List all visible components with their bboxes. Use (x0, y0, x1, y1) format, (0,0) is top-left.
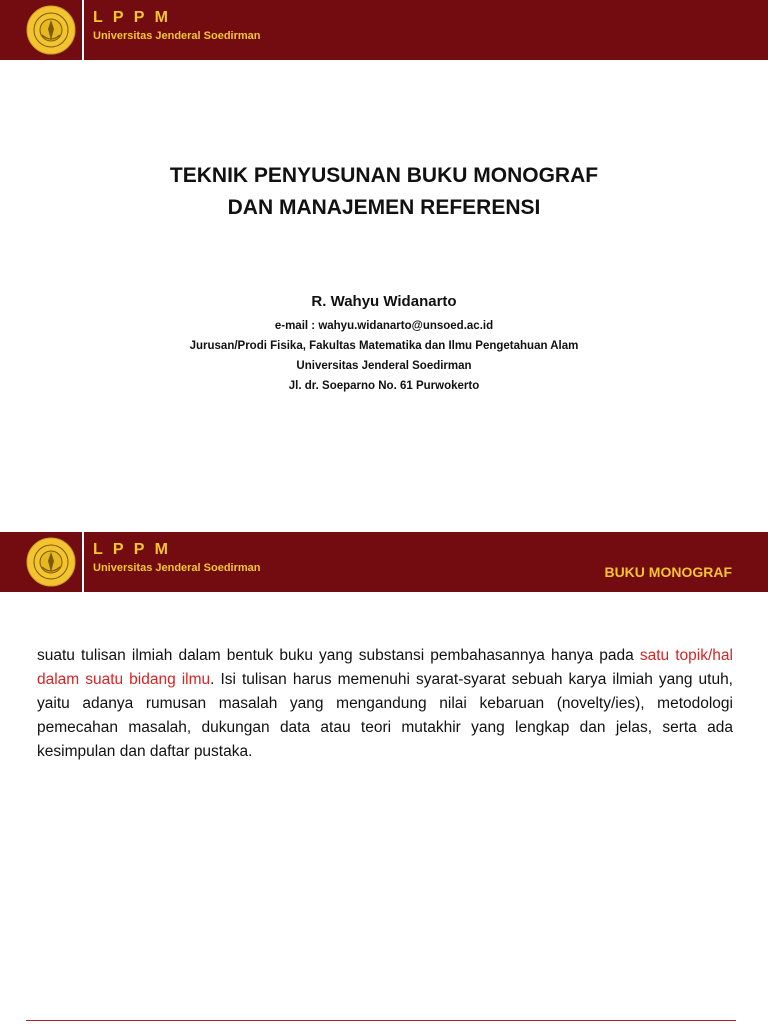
header-divider (82, 0, 84, 60)
slide-gap (0, 512, 768, 532)
brand-subtitle: Universitas Jenderal Soedirman (93, 562, 261, 574)
paragraph-text-start: suatu tulisan ilmiah dalam bentuk buku yang substansi pembahasannya hanya pada (37, 647, 640, 664)
slide-header (0, 532, 768, 592)
section-label: BUKU MONOGRAF (604, 564, 732, 580)
unsoed-seal-logo-icon (26, 537, 76, 587)
content-slide (0, 532, 768, 1024)
highlighted-phrase: satu topik/hal dalam suatu bidang ilmu (37, 647, 733, 688)
paragraph-text-end: . Isi tulisan harus memenuhi syarat-syarat sebuah karya ilmiah yang utuh, yaitu adanya rumusan masalah yang mengandung nilai kebaruan (novelty/ies), metodologi pemecahan masalah, dukungan data atau teori mutakhir yang lengkap dan jelas, serta ada kesimpulan dan daftar pustaka. (37, 671, 733, 760)
author-name: R. Wahyu Widanarto (311, 293, 457, 310)
footer-divider (26, 1020, 736, 1021)
author-university: Universitas Jenderal Soedirman (296, 360, 472, 372)
title-line-1: TEKNIK PENYUSUNAN BUKU MONOGRAF (169, 164, 599, 187)
author-email: e-mail : wahyu.widanarto@unsoed.ac.id (274, 320, 494, 332)
brand-title: L P P M (93, 9, 171, 26)
header-divider (82, 532, 84, 592)
slide-header (0, 0, 768, 60)
author-department: Jurusan/Prodi Fisika, Fakultas Matematika dan Ilmu Pengetahuan Alam (189, 340, 579, 352)
title-line-2: DAN MANAJEMEN REFERENSI (227, 196, 541, 219)
presentation-title (0, 160, 768, 224)
brand-title: L P P M (93, 541, 171, 558)
unsoed-seal-logo-icon (26, 5, 76, 55)
author-address: Jl. dr. Soeparno No. 61 Purwokerto (288, 380, 480, 392)
brand-subtitle: Universitas Jenderal Soedirman (93, 30, 261, 42)
definition-paragraph (37, 644, 733, 764)
